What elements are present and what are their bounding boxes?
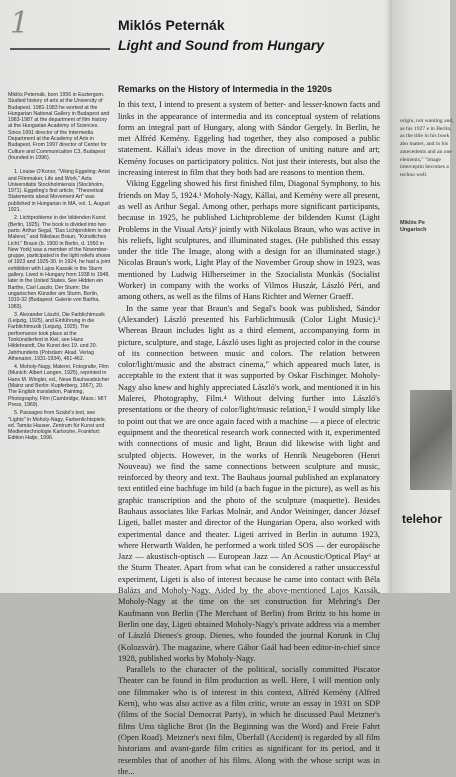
- author-name: Miklós Peternák: [118, 17, 225, 33]
- right-page-text: origin, not wanting and, as his 1927 e in Berlin, as the title in his book abo matter, and in his antecedents and an one elements," "image interceptin becomes a techno well.: [400, 118, 454, 178]
- body-paragraph: In the same year that Braun's and Segal's book was published, Sándor (Alexander) László presented his Farblichtmusik (Color Light Music).³ Whereas Braun includes light as a third element, accompanying form in picture, sculpture, and stage, László uses light as projected color in the course of its connection between music and colors. The relation between color/light/music and the abstract cinema," which appeared much later, is acceptable to the extent that it was supported by Oskar Fischinger. Moholy-Nagy also knew and highly appreciated László's work, and mentioned it in his Malerei, Photography, Film.⁴ Without delving further into László's presentations or the theory of color/light/music relation,⁵ I would simply like to point out that we are once again faced with a machine — a piece of electric equipment and the theoretical research work connected with it, experimented with connections of music and light, Braun did likewise with light and sculpted objects. However, in the works of Henrik Neugeboren (Henri Nouveau) we find the same connections between sculpture and music, reinforced by theory and text. The Bauhaus journal published an explanatory text entitled eine bachfuge im bild (a bach fugue in the picture), as well as his graphic transcription and the photo of the sculpture (maquette). Besides Bauhaus associates like Farkas Molnár, and Andor Weininger, dancer József Ligeti, ballet master and director of the Hungarian Opera, also worked with experimental dance and theater. Ligeti arrived in Berlin in autumn 1923, where Herwarth Walden, he performed a work titled SOS — der europäische Jazz — akustisch-optisch — European Jazz — An Acoustic/Optical Play⁶ at the Sturm Theater. Apart from what can be considered a rather unsuccessful experiment, Ligeti is also of interest because he came into contact with Béla Balázs and Moholy-Nagy. Aided by the above-mentioned Lajos Kassák, Moholy-Nagy at the time on the set construction for Mehring's Der Kaufmann von Berlin (The Merchant of Berlin) from Brittz to his home in Berlin one day, Ligeti obtained Moholy-Nagy's private address via a member of László Dienes's group. Dienes, who founded the journal Korunk in Cluj (Kolozsvár). The magazine, where Gábor Gaál had been editor-in-chief since 1928, published works by Moholy-Nagy.: [118, 303, 380, 663]
- footnote: 5. Passages from Szabó's text, see "Lights" in Moholy-Nagy, Farbenlichtspiele, ed. Tamás Hauser, Zentrum für Kunst und Medientechnologie Karlsruhe, Frankfurt: Edition Hatje, 1996.: [8, 410, 107, 442]
- body-paragraph: Parallels to the character of the political, socially committed Piscator Theater can be found in film production as well. Here, I will mention only one filmmaker who is of interest in this context, Alfréd Kemény (Alfred Kern), who was also active as a film critic, wrote an essay in 1931 on SDP (films of the Social Democrat Party), in which he discussed Paul Metzner's films Ums tägliche Brot (In the Beginning was the Word) and Freie Fahrt (Open Road). Metzner's next film, Überfall (Accident) is regarded by all film historians and avant-garde film critics as significant for its period, and it resembles that of another of his films. Along with the whose script was in the...: [118, 665, 380, 776]
- footnote: 3. Alexander László, Die Farblichtmusik (Leipzig, 1925), and Einführung in die Farblichtmusik (Leipzig, 1925). The performance took place at the Tonkünstlerfest in Kiel, see Hans Hildebrandt, Die Kunst des 19. und 20. Jahrhunderts (Potsdam: Akad. Verlag Athenaion, 1931-1934), 461-462.: [8, 311, 105, 362]
- chapter-title: Light and Sound from Hungary: [118, 37, 325, 53]
- right-page: [392, 0, 454, 593]
- sidebar-notes: [8, 92, 112, 444]
- footnote: 1. Louise O'Konor, "Viking Eggeling: Artist and Filmmaker, Life and Work," Acta Universitatis Stockholmiensis (Stockholm, 1971). Eggeling's first article, "Theoretical Statements about Movement Art" was published in Hungarian in MA, vol. 1, August 1921.: [8, 169, 110, 214]
- chapter-number: 1: [10, 6, 30, 41]
- footnote: 2. Lichtprobleme in der bildenden Kunst (Berlin, 1925). The book is divided into two parts: Arthur Segal, "Das Lichtproblem in der Malerei," and Nikolaus Braun, "Künstliches Licht." Braun (b. 1900 in Berlin, d. 1950 in New York) was a member of the November-gruppe, participated in the light reliefs shows of 1923 and 1925-30. In 1924, he had a joint exhibition with Lajos Kassák in the Sturm gallery. Lived in Hungary from 1938 to 1948, later in the United States. See Hidden ein Barthe, Carl Laszlo, Der Sturm: Die ungarischen Künstler am Sturm, Berlin, 1910-32 (Budapest: Galerie von Bartha, 1983).: [8, 215, 111, 310]
- author-bio: Miklós Peternák, born 1956 in Esztergom. Studied history of arts at the University of Budapest. 1981-1983 he worked at the Hungarian National Gallery in Budapest and 1983-1987 at the department of film history at the Hungarian Academy of Sciences. Since 1991 director of the Intermedia Department at the Academy of Arts in Budapest. From 1997 director of Center for Culture and Communication C3, Budapest (founded in 1996).: [8, 92, 110, 161]
- right-page-caption: Miklós Pe Ungarisch: [400, 220, 427, 233]
- telehor-logo: telehor: [402, 512, 443, 526]
- footnote: 4. Moholy-Nagy, Malerei, Fotografie, Film (Munich: Albert Langen, 1925), reprinted in Hans M. Wingler, ed., Neue Bauhausbücher (Mainz and Berlin: Kupferberg, 1967), 20. The English translation, Painting, Photography, Film (Cambridge, Mass.: MIT Press, 1969).: [8, 364, 110, 408]
- section-heading: Remarks on the History of Intermedia in the 1920s: [118, 84, 333, 94]
- body-paragraph: Viking Eggeling showed his first finished film, Diagonal Symphony, to his friends on May 5, 1924.¹ Moholy-Nagy, Kállai, and Kemény were all present, as well as Arthur Segal. Among other, perhaps more significant participants, because in 1925, he published Lichtprobleme der bildenden Kunst (Light Problems in the Visual Arts)² jointly with Nikolaus Braun, who was active in his reliefs, light sculptures, and illuminated stages. (He published this essay under the title The Image, along with a design for an illuminated stage.) Nicolas Braun's work, Light Play of the November Group show in 1923, was mentioned by Ludwig Hilberseimer in the Szocialista Munkás (Socialist Worker) in company with the works of Vilmos Huszár, László Péri, and among others, as well as the films of Hans Richter and Werner Graeff.: [118, 179, 380, 302]
- right-page-image: [410, 390, 452, 490]
- main-text-column: [118, 84, 380, 777]
- body-paragraph: In this text, I intend to present a system of better- and lesser-known facts and links in the appearance of intermedia and its conceptual system of relations form an integral part of Hungary, along with Sándor Gergely. In Berlin, he met Alfréd Kemény. Eggeling had together, they also composed a public statement. Kállai's ideas move in the direction of uniting nature and art; Kemény focuses on participatory politics. Not just their interests, but also the increasing interest in film that they both had are reasons to mention them.: [118, 100, 380, 178]
- header-rule: [10, 48, 110, 50]
